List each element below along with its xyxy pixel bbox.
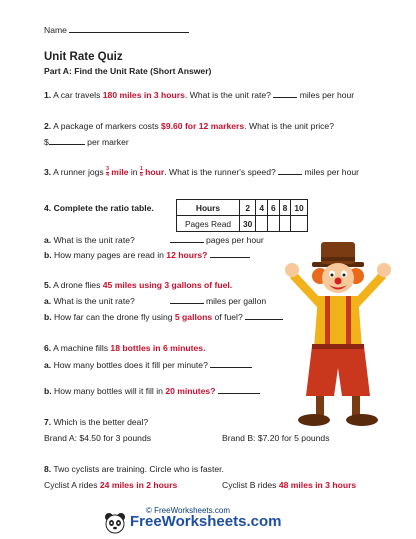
cyclist-a-option[interactable]: Cyclist A rides 24 miles in 2 hours xyxy=(44,480,178,490)
leg-right xyxy=(352,396,360,416)
answer-blank[interactable] xyxy=(49,136,85,145)
question-6: 6. A machine fills 18 bottles in 6 minutes. xyxy=(44,343,206,353)
answer-blank[interactable] xyxy=(170,234,204,243)
answer-blank[interactable] xyxy=(210,359,252,368)
clown-nose xyxy=(335,278,342,285)
name-field-row xyxy=(44,24,189,35)
shoe-right xyxy=(346,414,378,426)
table-row: Pages Read 30 xyxy=(177,216,308,232)
name-label: Name xyxy=(44,25,67,35)
brand-a-option[interactable]: Brand A: $4.50 for 3 pounds xyxy=(44,433,152,443)
table-row: Hours 2 4 6 8 10 xyxy=(177,200,308,216)
question-2-answer: $ per marker xyxy=(44,137,129,147)
question-3: 3. A runner jogs $\frac{3}{4}$ mile in $\frac{1}{6}$ hour. What is the runner's speed? miles per hour xyxy=(44,166,359,179)
ratio-table xyxy=(176,199,308,232)
panda-logo-icon xyxy=(104,512,126,534)
hand-left xyxy=(285,263,299,277)
question-7: 7. Which is the better deal? xyxy=(44,417,149,427)
footer-brand[interactable]: FreeWorksheets.com xyxy=(130,513,282,530)
name-input-line[interactable] xyxy=(69,24,189,33)
pupil-left xyxy=(331,274,334,277)
question-5: 5. A drone flies 45 miles using 3 gallons of fuel. xyxy=(44,280,233,290)
clown-shirt xyxy=(314,296,362,348)
question-2: 2. A package of markers costs $9.60 for 12 markers. What is the unit price? xyxy=(44,121,334,131)
section-heading: Part A: Find the Unit Rate (Short Answer) xyxy=(44,66,212,76)
answer-blank[interactable] xyxy=(278,166,302,175)
suspender-left xyxy=(325,296,330,348)
footer-copyright: © FreeWorksheets.com xyxy=(146,506,230,515)
question-8: 8. Two cyclists are training. Circle who is faster. xyxy=(44,464,224,474)
question-5b: b. How far can the drone fly using 5 gallons of fuel? xyxy=(44,311,283,322)
question-6a: a. How many bottles does it fill per minute? xyxy=(44,359,252,370)
question-4: 4. Complete the ratio table. xyxy=(44,203,154,213)
hat-band xyxy=(321,257,355,261)
question-4b: b. How many pages are read in 12 hours? xyxy=(44,249,250,260)
brand-b-option[interactable]: Brand B: $7.20 for 5 pounds xyxy=(222,433,330,443)
answer-blank[interactable] xyxy=(218,385,260,394)
hand-right xyxy=(377,263,391,277)
pupil-right xyxy=(343,274,346,277)
question-4a: a. What is the unit rate? pages per hour xyxy=(44,235,264,245)
clown-illustration xyxy=(282,238,392,433)
answer-blank[interactable] xyxy=(245,311,283,320)
question-1: 1. A car travels 180 miles in 3 hours. What is the unit rate? miles per hour xyxy=(44,90,355,100)
leg-left xyxy=(316,396,324,416)
shoe-left xyxy=(298,414,330,426)
fraction: $\frac{1}{6}$ xyxy=(139,166,143,179)
page-title: Unit Rate Quiz xyxy=(44,51,123,63)
suspender-right xyxy=(346,296,351,348)
belt xyxy=(312,344,364,349)
question-5a: a. What is the unit rate? miles per gallon xyxy=(44,296,267,306)
cyclist-b-option[interactable]: Cyclist B rides 48 miles in 3 hours xyxy=(222,480,357,490)
answer-blank[interactable] xyxy=(170,295,204,304)
fraction: $\frac{3}{4}$ xyxy=(106,166,109,179)
question-6b: b. How many bottles will it fill in 20 minutes? xyxy=(44,385,260,396)
clown-pants xyxy=(306,346,370,396)
answer-blank[interactable] xyxy=(273,89,297,98)
answer-blank[interactable] xyxy=(210,249,250,258)
